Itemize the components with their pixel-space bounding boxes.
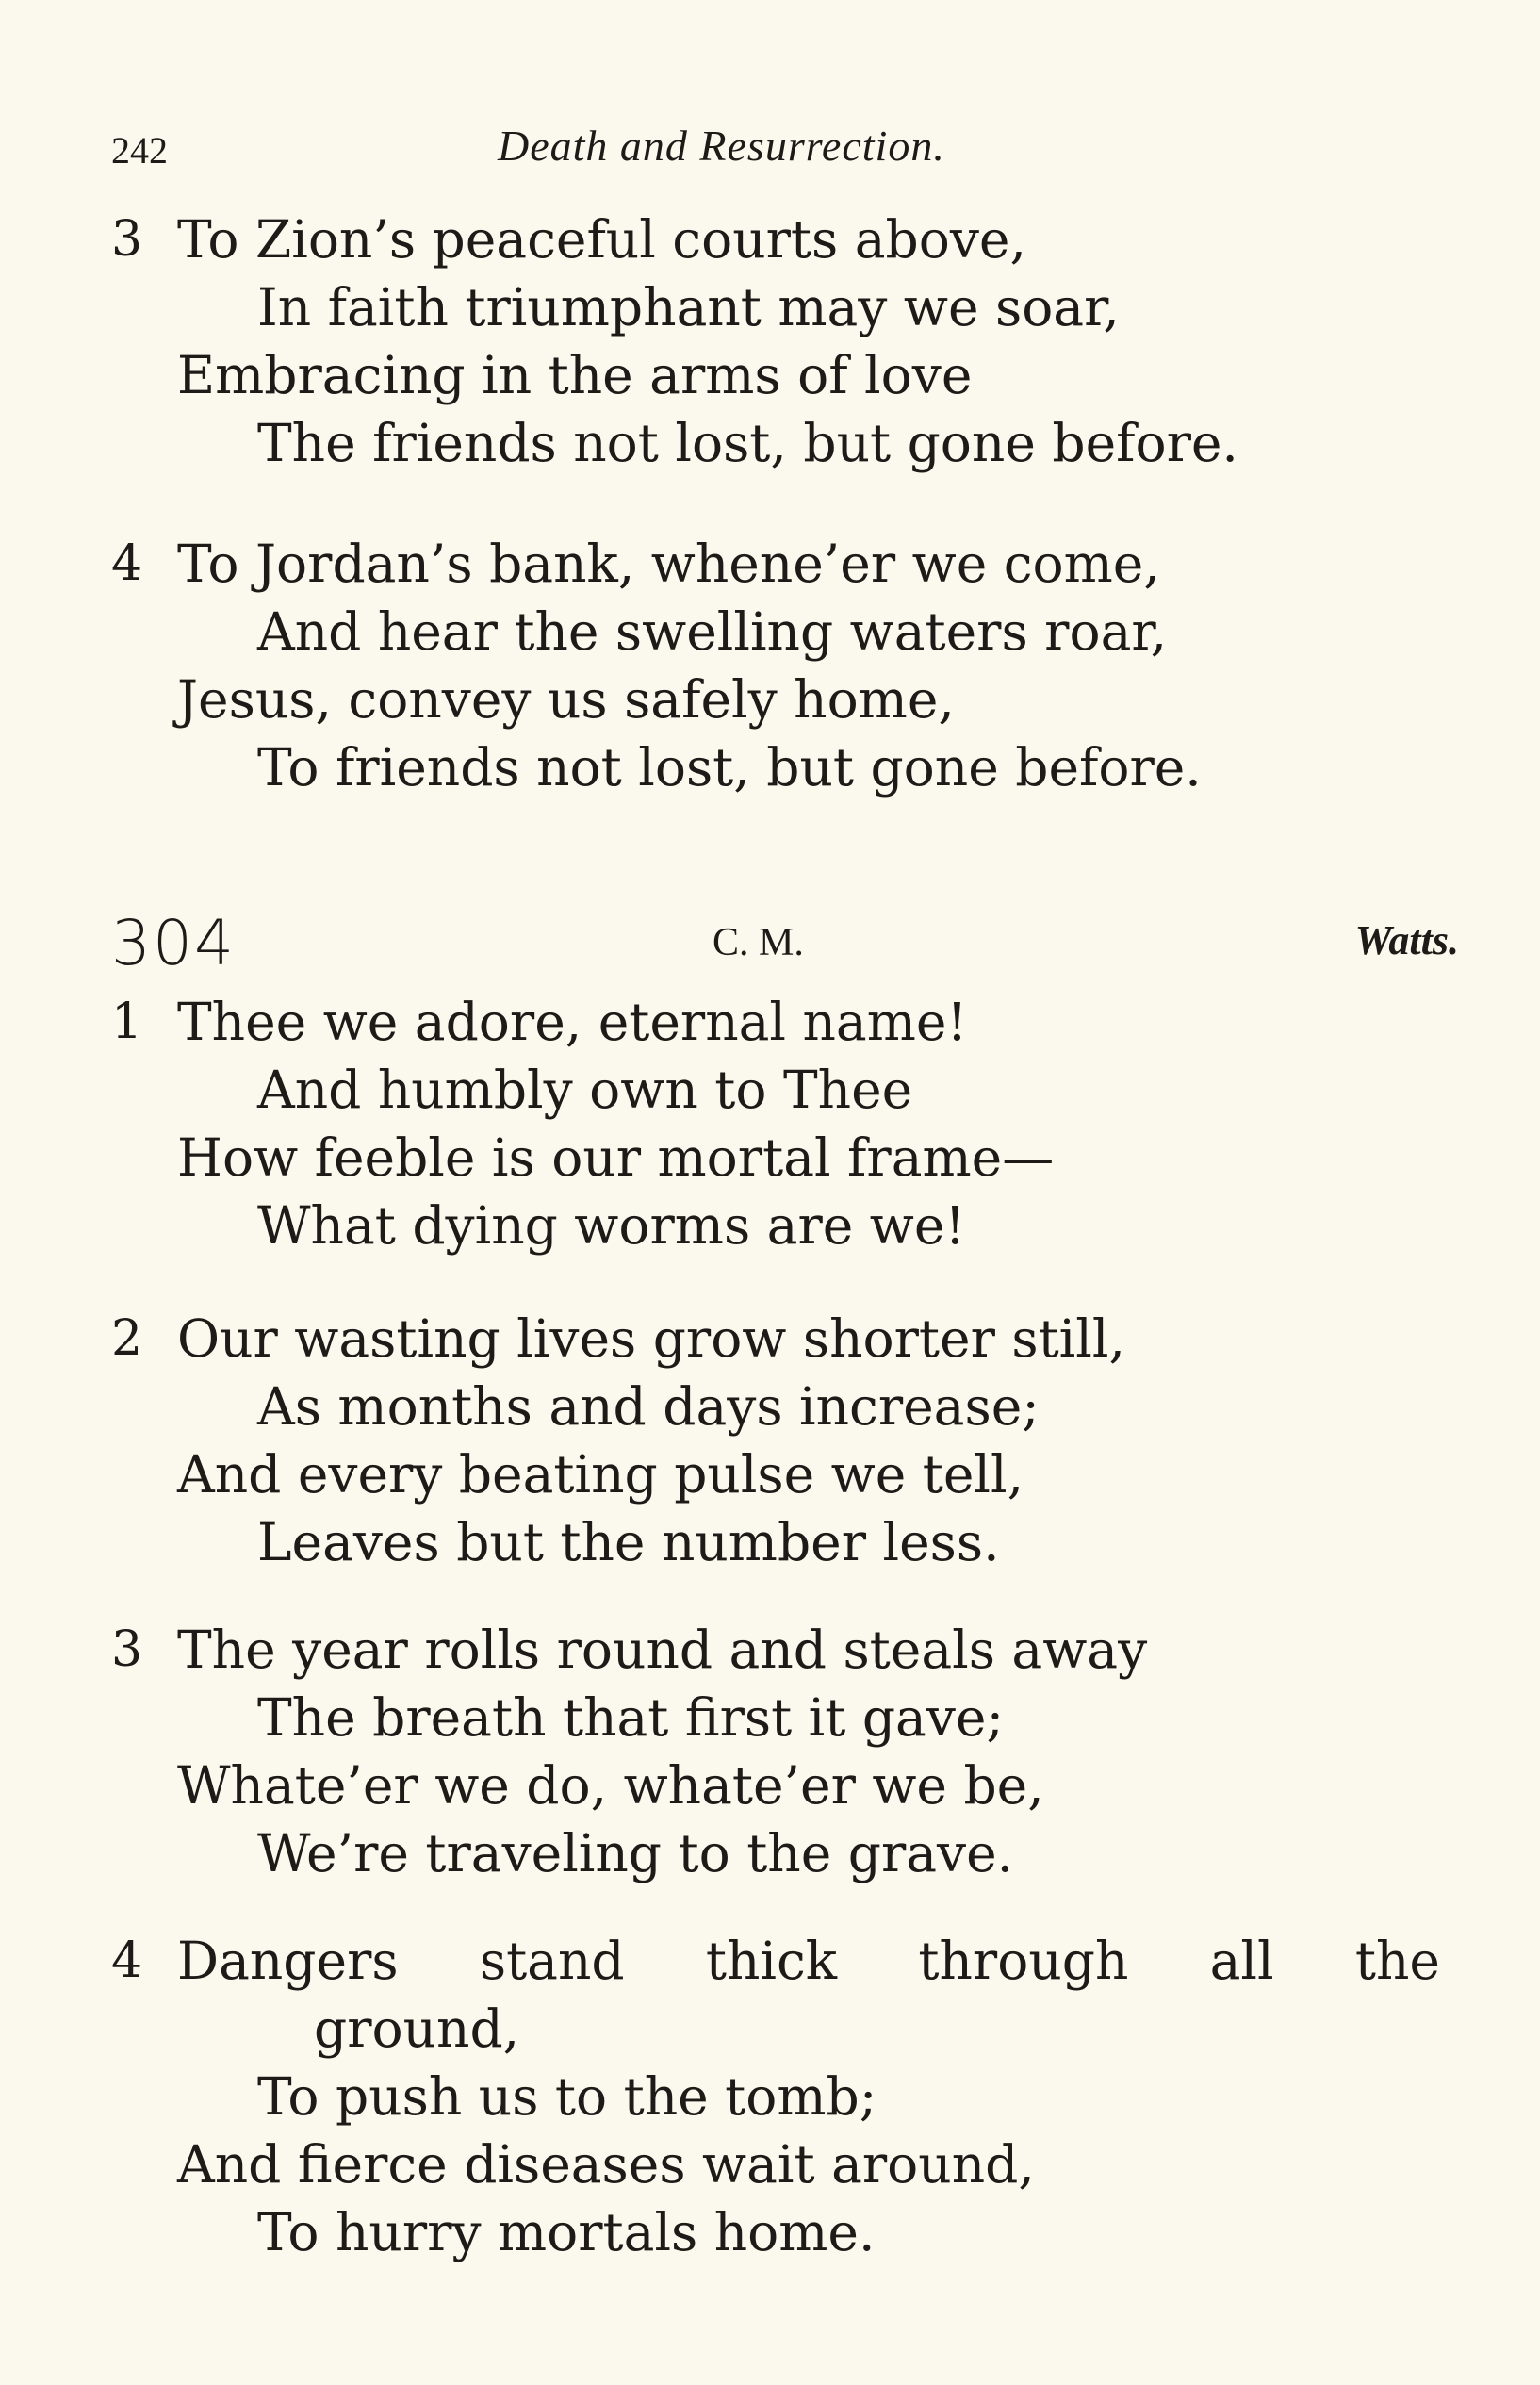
running-head xyxy=(111,121,1450,187)
verse-line-text: What dying worms are we! xyxy=(257,1195,966,1256)
verse-line xyxy=(111,1056,1478,1124)
verse-line-text: Embracing in the arms of love xyxy=(177,345,973,405)
verse-line xyxy=(111,1440,1478,1508)
hymn-verse-4 xyxy=(111,1927,1478,2266)
verse-line-text: In faith triumphant may we soar, xyxy=(257,277,1120,337)
verse-line-text: Leaves but the number less. xyxy=(257,1512,1000,1572)
verse-word: stand xyxy=(479,1931,625,1991)
verse-line xyxy=(111,666,1478,733)
verse-word: Dangers xyxy=(177,1931,399,1991)
verse-line-text: To Jordan’s bank, whene’er we come, xyxy=(177,534,1160,594)
hymn-header xyxy=(111,907,1459,992)
verse-line xyxy=(111,1508,1478,1576)
hymn-meter: C. M. xyxy=(713,921,804,964)
verse-line xyxy=(111,1819,1478,1887)
verse-line xyxy=(111,341,1478,409)
verse-line-text: The friends not lost, but gone before. xyxy=(257,413,1238,473)
verse-line xyxy=(111,409,1478,477)
verse-number: 3 xyxy=(111,1621,143,1678)
verse-line-text: We’re traveling to the grave. xyxy=(257,1823,1014,1883)
hymn-author: Watts. xyxy=(1354,917,1459,963)
prev-hymn-verse-3 xyxy=(111,206,1478,477)
verse-line xyxy=(111,2130,1478,2198)
verse-line-text: As months and days increase; xyxy=(257,1376,1040,1437)
verse-line xyxy=(111,206,1478,273)
verse-line xyxy=(111,273,1478,341)
verse-line xyxy=(111,530,1478,598)
hymn-verse-1 xyxy=(111,988,1478,1259)
justified-first-line xyxy=(177,1927,1440,1995)
verse-line xyxy=(111,1927,1478,1995)
verse-number: 3 xyxy=(111,211,143,268)
verse-line xyxy=(111,1752,1478,1819)
hymn-number: 304 xyxy=(111,907,236,979)
verse-line-text: The year rolls round and steals away xyxy=(177,1620,1148,1680)
verse-line xyxy=(111,1373,1478,1440)
verse-line xyxy=(111,1616,1478,1684)
verse-line xyxy=(111,1684,1478,1752)
verse-line xyxy=(111,1192,1478,1259)
verse-line-text: Jesus, convey us safely home, xyxy=(177,669,955,730)
verse-line-text: To push us to the tomb; xyxy=(257,2066,877,2127)
verse-line-text: How feeble is our mortal frame— xyxy=(177,1127,1055,1188)
verse-line-text: Our wasting lives grow shorter still, xyxy=(177,1308,1125,1369)
verse-line xyxy=(111,598,1478,666)
verse-word: thick xyxy=(705,1931,838,1991)
verse-line xyxy=(111,2063,1478,2130)
verse-line-text: To Zion’s peaceful courts above, xyxy=(177,209,1026,270)
verse-line-text: To hurry mortals home. xyxy=(257,2202,876,2262)
prev-hymn-verse-4 xyxy=(111,530,1478,801)
verse-line-text: And hear the swelling waters roar, xyxy=(257,601,1168,662)
verse-line xyxy=(111,733,1478,801)
verse-line-text: ground, xyxy=(314,1998,520,2059)
verse-line xyxy=(111,1995,1478,2063)
verse-number: 1 xyxy=(111,994,143,1050)
verse-number: 4 xyxy=(111,1933,143,1989)
verse-line-text: And humbly own to Thee xyxy=(257,1060,913,1120)
page-number: 242 xyxy=(111,129,168,172)
verse-number: 2 xyxy=(111,1310,143,1367)
verse-number: 4 xyxy=(111,535,143,592)
hymn-verse-2 xyxy=(111,1305,1478,1576)
verse-line-text: The breath that first it gave; xyxy=(257,1687,1004,1748)
verse-line xyxy=(111,2198,1478,2266)
hymn-verse-3 xyxy=(111,1616,1478,1887)
verse-word: all xyxy=(1209,1931,1274,1991)
verse-line xyxy=(111,1124,1478,1192)
verse-line-text: And every beating pulse we tell, xyxy=(177,1444,1024,1505)
verse-word: through xyxy=(918,1931,1129,1991)
running-title: Death and Resurrection. xyxy=(498,122,945,170)
verse-line-text: Thee we adore, eternal name! xyxy=(177,992,968,1052)
verse-word: the xyxy=(1354,1931,1440,1991)
verse-line xyxy=(111,1305,1478,1373)
verse-line-text: And fierce diseases wait around, xyxy=(177,2134,1035,2195)
verse-line xyxy=(111,988,1478,1056)
verse-line-text: To friends not lost, but gone before. xyxy=(257,737,1202,798)
verse-line-text: Whate’er we do, whate’er we be, xyxy=(177,1755,1044,1816)
